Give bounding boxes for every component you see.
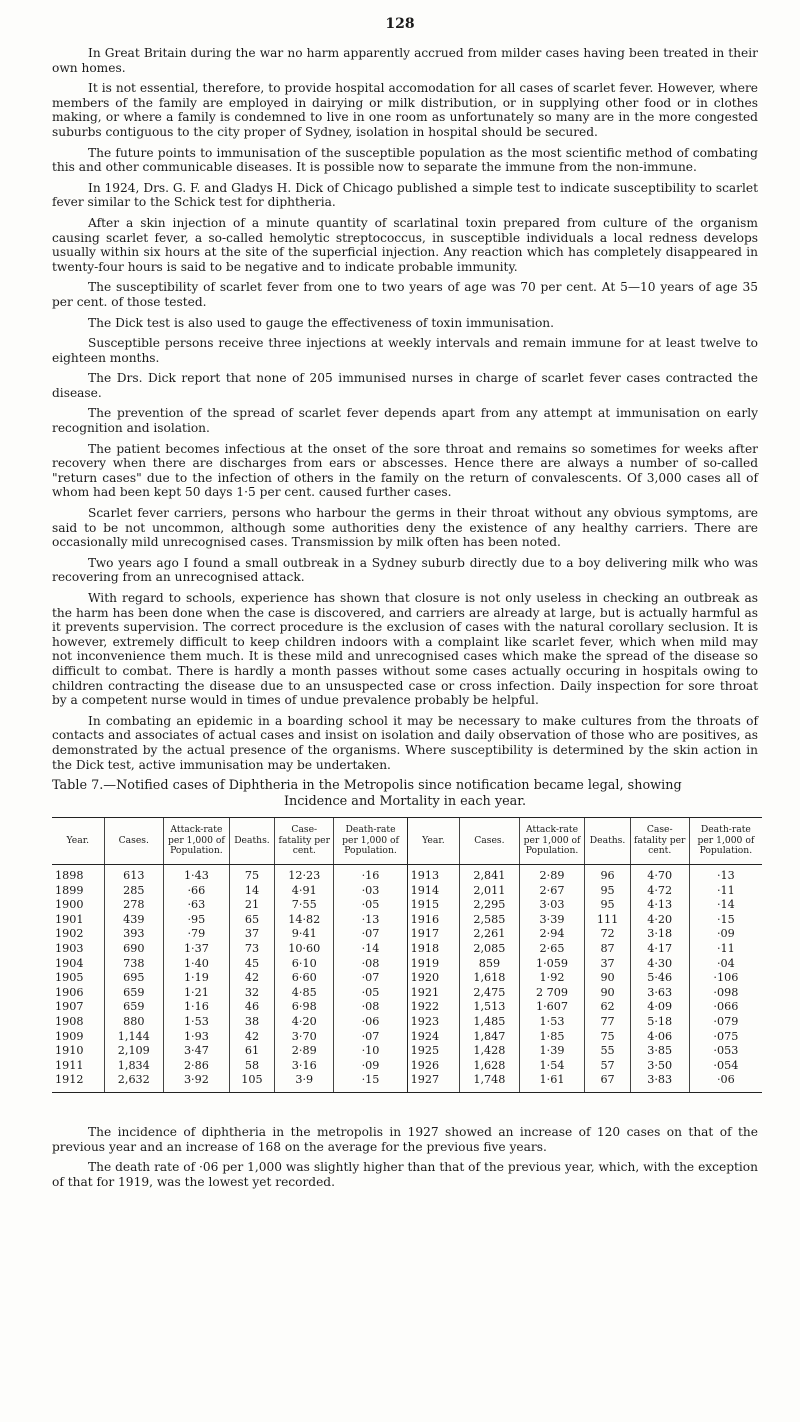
table-cell: 2,632 (117, 1073, 150, 1087)
table-cell: 1·53 (183, 1014, 209, 1028)
table-cell: 2·67 (539, 883, 565, 897)
table-cell: 2,109 (117, 1044, 150, 1058)
table-cell: 1908 (55, 1014, 84, 1028)
table-cell: ·14 (716, 898, 735, 912)
col-death-rate-left (334, 865, 407, 1093)
table-cell: 278 (123, 898, 145, 912)
col-deaths-right (585, 865, 630, 1093)
table-cell: ·09 (716, 927, 735, 941)
table-cell: 95 (600, 883, 615, 897)
table-cell: 37 (600, 956, 615, 970)
table-cell: 2,841 (473, 869, 506, 882)
header-death-rate-right: Death-rate per 1,000 of Population. (689, 818, 762, 865)
table-cell: 2,011 (473, 883, 506, 897)
table-cell: 111 (596, 912, 619, 926)
table-body-row (52, 865, 762, 1093)
table-cell: 1904 (55, 956, 84, 970)
table-cell: 45 (244, 956, 260, 970)
table-caption-line-2: Incidence and Mortality in each year. (283, 794, 527, 809)
paragraph: The patient becomes infectious at the onset of the sore throat and remains so sometimes for weeks after recovery when there are discharges from ears or abscesses. Hence there are always a number of so-called "return cases" due to the infection of others in the family on the return of convalescents. Of 3,000 cases all of whom had been kept 50 days 1·5 per cent. caused further cases. (52, 441, 758, 500)
closing-text (52, 1125, 758, 1195)
table-cell: 5·46 (647, 971, 673, 985)
paragraph: The death rate of ·06 per 1,000 was slightly higher than that of the previous year, which, with the exception of that for 1919, was the lowest yet recorded. (52, 1160, 758, 1189)
table-cell: 105 (241, 1073, 263, 1087)
table-cell: 3·9 (295, 1073, 314, 1087)
table-cell: 4·17 (647, 941, 673, 955)
header-cases-right: Cases. (460, 818, 519, 865)
table-cell: 2·89 (539, 869, 565, 882)
table-cell: ·15 (361, 1073, 380, 1087)
paragraph: Two years ago I found a small outbreak in a Sydney suburb directly due to a boy delivering milk who was recovering from an unrecognised attack. (52, 555, 758, 585)
table-cell: 3·18 (647, 927, 673, 941)
table-cell: 4·30 (647, 956, 673, 970)
table-cell: 4·91 (291, 883, 317, 897)
table-cell: 4·85 (291, 985, 317, 999)
table-cell: 73 (244, 941, 260, 955)
table-cell: 1·19 (183, 971, 209, 985)
table-cell: 77 (600, 1014, 615, 1028)
table-cell: 87 (600, 941, 615, 955)
table-cell: 3·92 (183, 1073, 209, 1087)
table-cell: ·06 (361, 1014, 380, 1028)
table-cell: 67 (600, 1073, 615, 1087)
table-cell: 95 (600, 898, 615, 912)
table-cell: 2·86 (183, 1058, 209, 1072)
table-cell: 1920 (410, 971, 440, 985)
table-cell: 1·21 (183, 985, 209, 999)
page-number: 128 (385, 16, 415, 32)
table-cell: 1905 (55, 971, 84, 985)
table-cell: 9·41 (291, 927, 317, 941)
table-cell: 1919 (410, 956, 440, 970)
paragraph: In combating an epidemic in a boarding school it may be necessary to make cultures from the throats of contacts and associates of actual cases and insist on isolation and daily observation of those who are positives, as demonstrated by the actual presence of the organisms. Where susceptibility is determined by the skin action in the Dick test, active immunisation may be undertaken. (52, 713, 758, 772)
paragraph: It is not essential, therefore, to provide hospital accomodation for all cases of scarlet fever. However, where members of the family are employed in dairying or milk distribution, or in supplying other food or in clothes making, or where a family is condemned to live in one room as unfortunately so many are in the more congested suburbs contiguous to the city proper of Sydney, isolation in hospital should be secured. (52, 81, 758, 139)
col-death-rate-right (689, 865, 762, 1093)
col-year-left (52, 865, 104, 1093)
body-text (52, 46, 758, 778)
table-cell: 613 (123, 869, 145, 882)
table-cell: ·11 (716, 883, 735, 897)
table-cell: 4·20 (291, 1014, 317, 1028)
table-cell: 1901 (55, 912, 84, 926)
table-cell: 1,628 (473, 1058, 506, 1072)
table-cell: 2,295 (473, 898, 506, 912)
table-cell: 14 (244, 883, 260, 897)
table-cell: 38 (244, 1014, 260, 1028)
table-cell: 21 (244, 898, 260, 912)
table-cell: 42 (244, 1029, 260, 1043)
table-cell: ·13 (716, 869, 735, 882)
table-cell: 1926 (410, 1058, 440, 1072)
table-cell: 3·63 (647, 985, 673, 999)
table-cell: ·16 (361, 869, 380, 882)
table-cell: 1915 (410, 898, 440, 912)
table-cell: 6·60 (291, 971, 317, 985)
col-fatality-left (275, 865, 334, 1093)
paragraph: In 1924, Drs. G. F. and Gladys H. Dick of Chicago published a simple test to indicate susceptibility to scarlet fever similar to the Schick test for diphtheria. (52, 180, 758, 210)
table-cell: ·06 (716, 1073, 735, 1087)
header-death-rate-left: Death-rate per 1,000 of Population. (334, 818, 407, 865)
paragraph: The prevention of the spread of scarlet fever depends apart from any attempt at immunisation on early recognition and isolation. (52, 406, 758, 436)
table-cell: 2·65 (539, 941, 565, 955)
table-cell: 90 (600, 985, 615, 999)
table-cell: 3·50 (647, 1058, 673, 1072)
header-deaths-right: Deaths. (585, 818, 630, 865)
table-cell: 4·20 (647, 912, 673, 926)
col-fatality-right (630, 865, 689, 1093)
table-cell: 738 (123, 956, 145, 970)
paragraph: The susceptibility of scarlet fever from one to two years of age was 70 per cent. At 5—10 years of age 35 per cent. of those tested. (52, 280, 758, 309)
table-cell: 1913 (410, 869, 440, 882)
paragraph: In Great Britain during the war no harm apparently accrued from milder cases having been treated in their own homes. (52, 46, 758, 75)
table-cell: ·13 (361, 912, 380, 926)
header-year-right: Year. (407, 818, 460, 865)
table-cell: 859 (478, 956, 501, 970)
table-cell: ·066 (713, 1000, 739, 1014)
table-cell: 1,748 (473, 1073, 506, 1087)
header-attack-left: Attack-rate per 1,000 of Population. (163, 818, 229, 865)
paragraph: The incidence of diphtheria in the metropolis in 1927 showed an increase of 120 cases on that of the previous year and an increase of 168 on the average for the previous five years. (52, 1125, 758, 1154)
col-attack-left (163, 865, 229, 1093)
table-cell: 4·72 (647, 883, 673, 897)
table-cell: 3·39 (539, 912, 565, 926)
table-cell: ·14 (361, 941, 380, 955)
table-cell: 14·82 (288, 912, 321, 926)
table-cell: 1903 (55, 941, 84, 955)
table-cell: 4·70 (647, 869, 673, 882)
table-cell: 1898 (55, 869, 84, 882)
table-cell: ·075 (713, 1029, 739, 1043)
table-cell: 1,618 (473, 971, 506, 985)
header-year-left: Year. (52, 818, 104, 865)
table-cell: 1·93 (183, 1029, 209, 1043)
table-cell: ·79 (187, 927, 206, 941)
table-cell: 1,485 (473, 1014, 506, 1028)
table-cell: ·15 (716, 912, 735, 926)
table-cell: 1916 (410, 912, 440, 926)
table-cell: 1·607 (536, 1000, 569, 1014)
table-cell: 1921 (410, 985, 440, 999)
table-cell: ·95 (187, 912, 206, 926)
table-cell: 32 (244, 985, 260, 999)
table-cell: 4·09 (647, 1000, 673, 1014)
table-cell: 1914 (410, 883, 440, 897)
table-cell: 1·40 (183, 956, 209, 970)
table-cell: 1·37 (183, 941, 209, 955)
table-cell: 2,585 (473, 912, 506, 926)
table-cell: ·07 (361, 971, 380, 985)
col-attack-right (519, 865, 585, 1093)
paragraph: After a skin injection of a minute quantity of scarlatinal toxin prepared from culture of the organism causing scarlet fever, a so-called hemolytic streptococcus, in susceptible individuals a local redness develops usually within six hours at the site of the superficial injection. Any reaction which has completely disappeared in twenty-four hours is said to be negative and to indicate probable immunity. (52, 215, 758, 274)
table-cell: 1923 (410, 1014, 440, 1028)
table-cell: ·04 (716, 956, 735, 970)
table-cell: 1907 (55, 1000, 84, 1014)
table-cell: ·05 (361, 898, 380, 912)
table-cell: ·054 (713, 1058, 739, 1072)
table-cell: 1·92 (539, 971, 565, 985)
table-cell: ·053 (713, 1044, 739, 1058)
table-cell: 1918 (410, 941, 440, 955)
table-cell: 6·98 (291, 1000, 317, 1014)
table-cell: 4·06 (647, 1029, 673, 1043)
table-cell: ·11 (716, 941, 735, 955)
table-cell: 1·53 (539, 1014, 565, 1028)
table-cell: 1900 (55, 898, 84, 912)
table-cell: 1917 (410, 927, 440, 941)
table-cell: 1,144 (117, 1029, 150, 1043)
table-cell: 1912 (55, 1073, 84, 1087)
table-caption (52, 778, 758, 810)
table-cell: 393 (123, 927, 145, 941)
header-attack-right: Attack-rate per 1,000 of Population. (519, 818, 585, 865)
table-cell: 1·61 (539, 1073, 565, 1087)
table-cell: 1·39 (539, 1044, 565, 1058)
table-cell: 2,085 (473, 941, 506, 955)
table-cell: 3·83 (647, 1073, 673, 1087)
table-cell: 61 (244, 1044, 260, 1058)
table-cell: 880 (123, 1014, 145, 1028)
table-cell: 55 (600, 1044, 615, 1058)
table-cell: ·07 (361, 1029, 380, 1043)
table-cell: 690 (123, 941, 145, 955)
table-cell: 96 (600, 869, 615, 882)
table-cell: ·05 (361, 985, 380, 999)
table-cell: 72 (600, 927, 615, 941)
table-cell: 1909 (55, 1029, 84, 1043)
table-cell: ·07 (361, 927, 380, 941)
table-cell: 7·55 (291, 898, 317, 912)
table-header-row (52, 818, 762, 865)
table-caption-line-1: Table 7.—Notified cases of Diphtheria in the Metropolis since notification became legal, showing (52, 778, 682, 793)
table-cell: 1,428 (473, 1044, 506, 1058)
table-cell: 3·47 (183, 1044, 209, 1058)
table-cell: 10·60 (288, 941, 321, 955)
header-fatality-left: Case-fatality per cent. (275, 818, 334, 865)
paragraph: The Dick test is also used to gauge the effectiveness of toxin immunisation. (88, 315, 555, 330)
table-cell: 3·70 (291, 1029, 317, 1043)
table-cell: 46 (244, 1000, 260, 1014)
table-cell: 62 (600, 1000, 615, 1014)
table-cell: 659 (123, 1000, 145, 1014)
table-cell: 1902 (55, 927, 84, 941)
table-cell: 1,513 (473, 1000, 506, 1014)
table-cell: ·66 (187, 883, 206, 897)
paragraph: With regard to schools, experience has shown that closure is not only useless in checking an outbreak as the harm has been done when the case is discovered, and carriers are already at large, but is actually harmful as it prevents supervision. The correct procedure is the exclusion of cases with the natural corollary seclusion. It is however, extremely difficult to keep children indoors with a complaint like scarlet fever, which when mild may not inconvenience them much. It is these mild and unrecognised cases which make the spread of the disease so difficult to combat. There is hardly a month passes without some cases actually occuring in hospitals owing to children contracting the disease due to an unsuspected case or cross infection. Daily inspection for sore throat by a competent nurse would in times of undue prevalence probably be helpful. (52, 591, 758, 708)
table-cell: 90 (600, 971, 615, 985)
diphtheria-table (52, 817, 762, 1093)
table-cell: 285 (123, 883, 145, 897)
table-cell: 5·18 (647, 1014, 673, 1028)
table-cell: 2,475 (473, 985, 506, 999)
col-year-right (407, 865, 460, 1093)
table-cell: 1899 (55, 883, 84, 897)
table-cell: 1·16 (183, 1000, 209, 1014)
table-cell: 1906 (55, 985, 84, 999)
table-cell: ·10 (361, 1044, 380, 1058)
table-cell: 1·43 (183, 869, 209, 882)
table-cell: 3·85 (647, 1044, 673, 1058)
table-cell: ·03 (361, 883, 380, 897)
paragraph: The future points to immunisation of the susceptible population as the most scientific method of combating this and other communicable diseases. It is possible now to separate the immune from the non-immune. (52, 145, 758, 175)
table-cell: ·08 (361, 956, 380, 970)
paragraph: Scarlet fever carriers, persons who harbour the germs in their throat without any obvious symptoms, are said to be not uncommon, although some authorities deny the existence of any healthy carriers. There are occasionally mild unrecognised cases. Transmission by milk often has been noted. (52, 506, 758, 550)
table-cell: 57 (600, 1058, 615, 1072)
table-cell: 1927 (410, 1073, 440, 1087)
table-cell: 3·03 (539, 898, 565, 912)
table-cell: 2,261 (473, 927, 506, 941)
table-cell: 1910 (55, 1044, 84, 1058)
table-cell: 75 (244, 869, 260, 882)
col-cases-left (104, 865, 163, 1093)
table-cell: 1·059 (536, 956, 569, 970)
paragraph: Susceptible persons receive three injections at weekly intervals and remain immune for at least twelve to eighteen months. (52, 336, 758, 365)
table-cell: 659 (123, 985, 145, 999)
table-cell: ·098 (713, 985, 739, 999)
table-cell: 439 (123, 912, 145, 926)
table-cell: 695 (123, 971, 145, 985)
col-deaths-left (229, 865, 274, 1093)
table-cell: 6·10 (291, 956, 317, 970)
table-cell: 1·54 (539, 1058, 565, 1072)
table-cell: 75 (600, 1029, 615, 1043)
table-cell: 1,847 (473, 1029, 506, 1043)
table-cell: 58 (244, 1058, 260, 1072)
paragraph: The Drs. Dick report that none of 205 immunised nurses in charge of scarlet fever cases contracted the disease. (52, 371, 758, 400)
table-cell: 1·85 (539, 1029, 565, 1043)
table-cell: ·08 (361, 1000, 380, 1014)
table-cell: 42 (244, 971, 260, 985)
table-cell: 2 709 (536, 985, 569, 999)
table-cell: 2·89 (291, 1044, 317, 1058)
table-cell: ·106 (713, 971, 739, 985)
table-cell: 37 (244, 927, 260, 941)
table-cell: 1,834 (117, 1058, 150, 1072)
table-cell: 1925 (410, 1044, 440, 1058)
table-cell: ·63 (187, 898, 206, 912)
col-cases-right (460, 865, 519, 1093)
header-deaths-left: Deaths. (229, 818, 274, 865)
table-cell: ·09 (361, 1058, 380, 1072)
header-fatality-right: Case-fatality per cent. (630, 818, 689, 865)
table-cell: 3·16 (291, 1058, 317, 1072)
table-cell: 1911 (55, 1058, 84, 1072)
table-cell: 65 (244, 912, 260, 926)
table-cell: 1924 (410, 1029, 440, 1043)
table-cell: 1922 (410, 1000, 440, 1014)
table-cell: ·079 (713, 1014, 739, 1028)
table-cell: 2·94 (539, 927, 565, 941)
table-cell: 12·23 (288, 869, 321, 882)
header-cases-left: Cases. (104, 818, 163, 865)
table-cell: 4·13 (647, 898, 673, 912)
